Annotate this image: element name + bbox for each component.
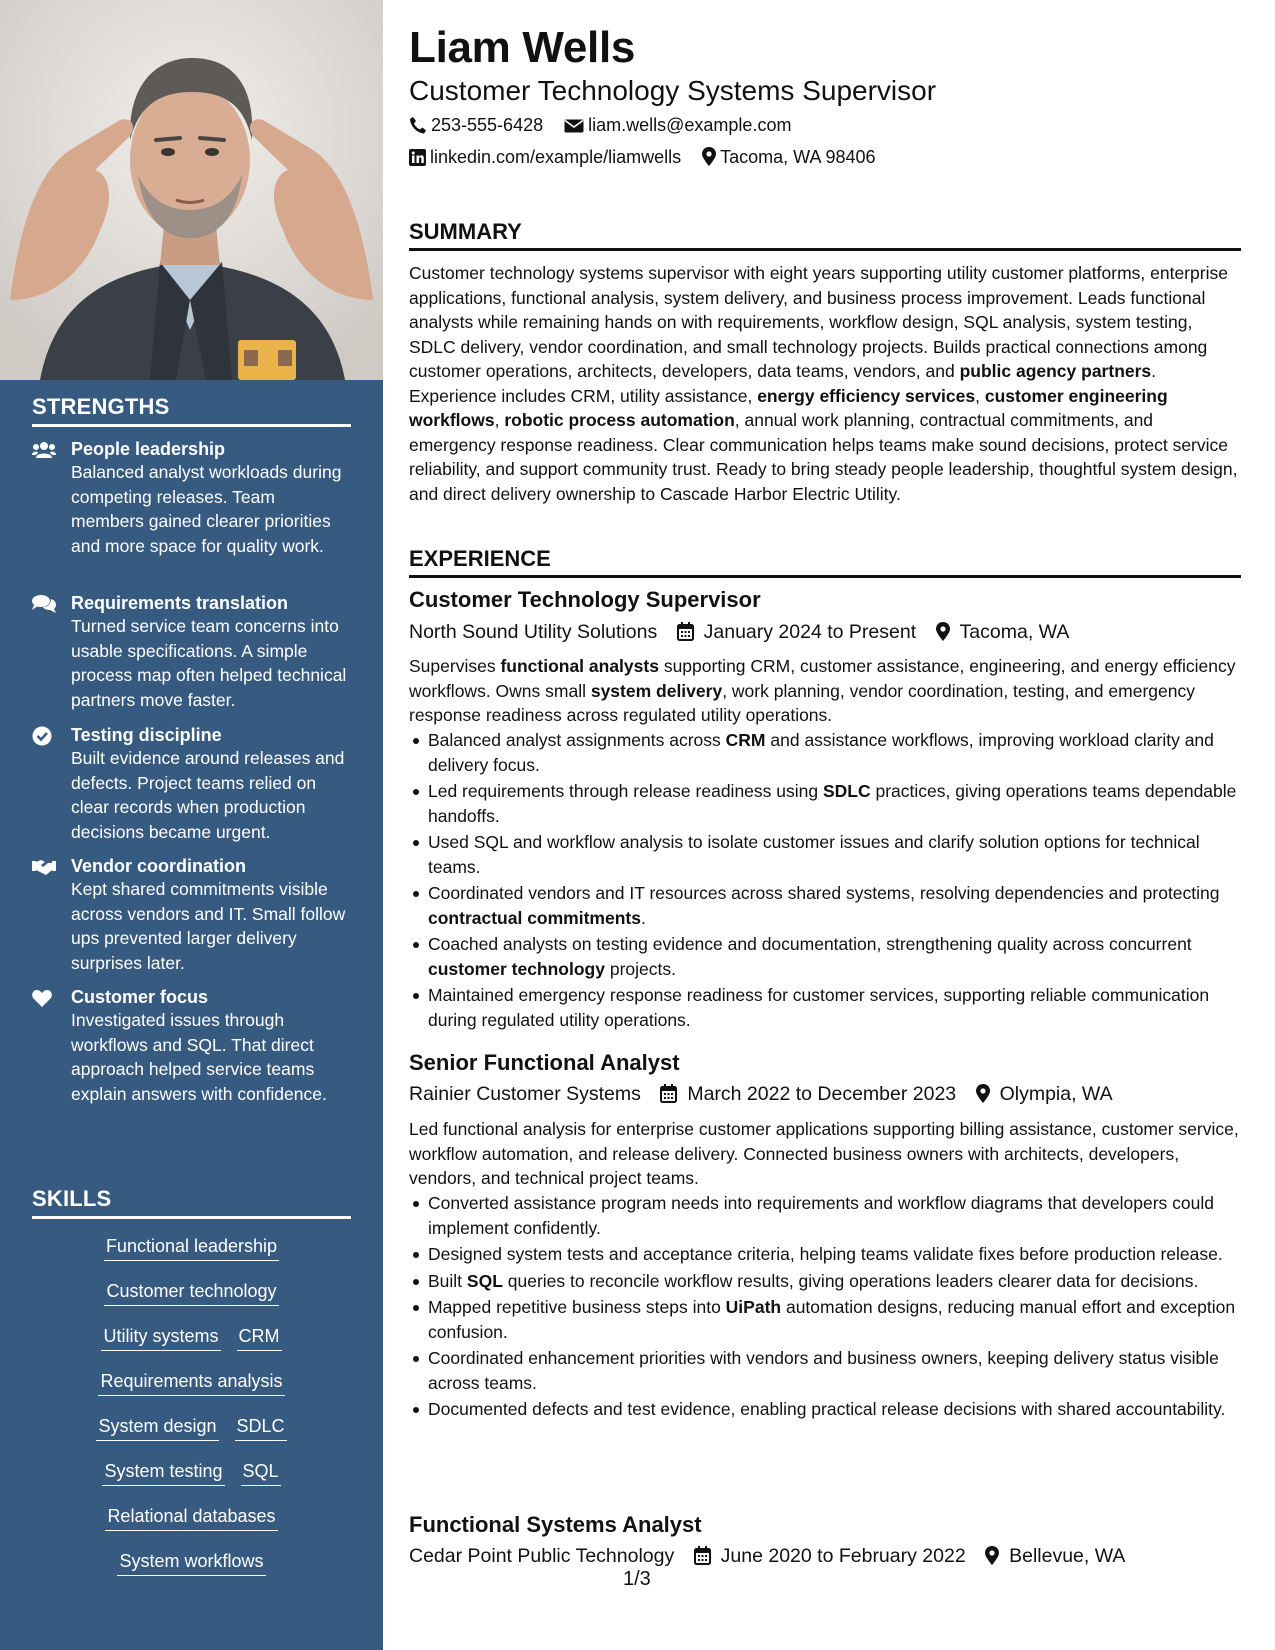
text-run: ,	[975, 385, 985, 406]
text-run: Documented defects and test evidence, enabling practical release decisions with shared accountability.	[428, 1399, 1226, 1419]
skill-tag: SDLC	[235, 1414, 287, 1441]
experience-heading: EXPERIENCE	[409, 546, 1241, 578]
skill-tag: System workflows	[117, 1549, 265, 1576]
skills-heading: SKILLS	[32, 1186, 351, 1219]
text-run: Led functional analysis for enterprise customer applications supporting billing assistance, customer service, workflow automation, and release delivery. Connected business owners with architects, developers, vendors, and technical project teams.	[409, 1119, 1239, 1188]
strength-title: People leadership	[71, 439, 226, 459]
job-intro	[409, 654, 1241, 728]
skill-tag: SQL	[241, 1459, 281, 1486]
skill-tag: Utility systems	[101, 1324, 220, 1351]
text-run: , work planning, vendor coordination, testing, and emergency response readiness across regulated utility operations.	[409, 680, 1195, 725]
skill-row	[32, 1549, 351, 1576]
text-run: Coordinated enhancement priorities with vendors and business owners, keeping delivery status visible across teams.	[428, 1348, 1219, 1393]
sidebar	[0, 0, 383, 1650]
summary-text	[409, 261, 1241, 506]
bullet-item	[428, 728, 1248, 777]
text-run: Coached analysts on testing evidence and documentation, strengthening quality across concurrent	[428, 934, 1192, 954]
text-run: .	[640, 907, 646, 928]
calendar-icon	[660, 1084, 677, 1103]
linkedin-link[interactable]: linkedin.com/example/liamwells	[430, 147, 682, 167]
text-run: Designed system tests and acceptance criteria, helping teams validate fixes before production release.	[428, 1244, 1223, 1264]
bullet-item	[428, 881, 1248, 930]
text-run: ,	[494, 410, 505, 430]
strength-desc: Turned service team concerns into usable specifications. A simple process map often helped technical partners move faster.	[71, 616, 347, 710]
strength-item	[32, 438, 352, 558]
text-run: Used SQL and workflow analysis to isolate customer issues and clarify solution options for technical teams.	[428, 832, 1200, 877]
job-location: Olympia, WA	[999, 1083, 1113, 1105]
skill-row	[32, 1279, 351, 1306]
job-dates: January 2024 to Present	[703, 621, 917, 643]
bold-text: system delivery	[590, 680, 723, 701]
text-run: , annual work planning, contractual commitments, and emergency response readiness. Clear communication helps teams make sound decisions, protect service reliability, and support community trust. Ready to bring steady people leadership, thoughtful system design, and direct delivery ownership to Cascade Harbor Electric Utility.	[409, 410, 1238, 504]
skill-tag: Customer technology	[104, 1279, 278, 1306]
bullet-item	[428, 932, 1248, 981]
bold-text: UiPath	[725, 1297, 782, 1317]
bold-text: CRM	[725, 730, 766, 750]
bullet-item	[428, 1242, 1248, 1267]
bullet-item	[428, 1295, 1248, 1344]
map-marker-icon	[985, 1546, 999, 1565]
job-title: Senior Functional Analyst	[409, 1050, 680, 1075]
skill-tag: Functional leadership	[104, 1234, 279, 1261]
strength-item	[32, 592, 352, 712]
strength-item	[32, 855, 352, 975]
text-run: Built	[428, 1270, 467, 1291]
bold-text: public agency partners	[959, 361, 1152, 381]
bullet-item	[428, 1346, 1248, 1395]
candidate-title: Customer Technology Systems Supervisor	[409, 75, 937, 106]
comments-icon	[32, 594, 56, 614]
text-run: automation designs, reducing manual effort and exception confusion.	[428, 1297, 1236, 1342]
skill-row	[32, 1324, 351, 1351]
text-run: Customer technology systems supervisor with eight years supporting utility customer platforms, enterprise applications, functional analysis, system delivery, and business process improvement. Leads functional analysts while remaining hands on with requirements, workflow design, SQL analysis, system testing, SDLC delivery, vendor coordination, and small technology projects. Builds practical connections among customer operations, architects, developers, data teams, vendors, and	[409, 263, 1228, 381]
bold-text: SQL	[466, 1270, 503, 1291]
envelope-icon	[564, 118, 584, 134]
text-run: projects.	[604, 958, 676, 979]
skill-tag: System design	[96, 1414, 218, 1441]
phone-number[interactable]: 253-555-6428	[431, 115, 544, 135]
bullet-item	[428, 830, 1248, 879]
text-run: Converted assistance program needs into requirements and workflow diagrams that developers could implement confidently.	[428, 1193, 1214, 1238]
strength-title: Requirements translation	[71, 593, 289, 613]
text-run: Coordinated vendors and IT resources across shared systems, resolving dependencies and protecting	[428, 883, 1220, 903]
text-run: Led requirements through release readiness using	[428, 781, 823, 801]
bullet-item	[428, 1191, 1248, 1240]
strength-title: Vendor coordination	[71, 856, 247, 876]
job-meta	[409, 619, 1069, 645]
text-run: practices, giving operations teams dependable handoffs.	[428, 781, 1237, 826]
skill-tag: Relational databases	[105, 1504, 277, 1531]
job-title: Customer Technology Supervisor	[409, 587, 761, 612]
bold-text: customer engineering workflows	[409, 385, 1168, 430]
handshake-icon	[32, 857, 56, 877]
users-icon	[32, 440, 56, 460]
job-intro	[409, 1117, 1241, 1191]
strength-title: Testing discipline	[71, 725, 222, 745]
text-run: Balanced analyst assignments across	[428, 730, 726, 750]
bold-text: functional analysts	[500, 656, 659, 676]
bullet-item	[428, 779, 1248, 828]
contact-line-1	[409, 113, 791, 137]
skill-row	[32, 1414, 351, 1441]
job-bullets	[409, 728, 1248, 1034]
job-meta	[409, 1081, 1113, 1107]
bullet-item	[428, 983, 1248, 1032]
strength-desc: Built evidence around releases and defects. Project teams relied on clear records when production decisions became urgent.	[71, 748, 345, 842]
text-run: Maintained emergency response readiness for customer services, supporting reliable communication during regulated utility operations.	[428, 985, 1210, 1030]
job-location: Bellevue, WA	[1009, 1545, 1126, 1567]
bold-text: customer technology	[428, 958, 605, 979]
skill-row	[32, 1234, 351, 1261]
text-run: Mapped repetitive business steps into	[428, 1297, 726, 1317]
location-text: Tacoma, WA 98406	[720, 147, 876, 167]
bold-text: robotic process automation	[504, 410, 735, 430]
map-marker-icon	[936, 622, 950, 641]
skill-row	[32, 1504, 351, 1531]
skill-tag: CRM	[237, 1324, 282, 1351]
text-run: and assistance workflows, improving workload clarity and delivery focus.	[428, 730, 1214, 775]
strength-desc: Balanced analyst workloads during competing releases. Team members gained clearer priorities and more space for quality work.	[71, 462, 342, 556]
linkedin-icon	[409, 149, 426, 166]
portrait-illustration	[0, 0, 383, 380]
text-run: Supervises	[409, 656, 501, 676]
strength-desc: Investigated issues through workflows and SQL. That direct approach helped service teams explain answers with confidence.	[71, 1010, 327, 1104]
skill-row	[32, 1369, 351, 1396]
job-company: North Sound Utility Solutions	[409, 621, 658, 643]
bold-text: contractual commitments	[428, 907, 641, 928]
bold-text: energy efficiency services	[757, 385, 976, 406]
skill-row	[32, 1459, 351, 1486]
strength-item	[32, 986, 352, 1106]
bullet-item	[428, 1397, 1248, 1422]
strength-item	[32, 724, 352, 844]
job-meta	[409, 1543, 1125, 1569]
job-location: Tacoma, WA	[959, 621, 1070, 643]
text-run: supporting CRM, customer assistance, engineering, and energy efficiency workflows. Owns small	[409, 656, 1236, 701]
heart-icon	[32, 988, 56, 1008]
strength-title: Customer focus	[71, 987, 209, 1007]
map-marker-icon	[702, 147, 716, 166]
job-dates: March 2022 to December 2023	[687, 1083, 957, 1105]
strengths-heading: STRENGTHS	[32, 394, 351, 427]
email-link[interactable]: liam.wells@example.com	[588, 115, 792, 135]
job-title: Functional Systems Analyst	[409, 1512, 702, 1537]
job-company: Cedar Point Public Technology	[409, 1545, 675, 1567]
profile-photo	[0, 0, 383, 380]
page-number: 1/3	[623, 1568, 651, 1590]
candidate-name: Liam Wells	[409, 23, 636, 72]
calendar-icon	[694, 1546, 711, 1565]
bold-text: SDLC	[822, 781, 871, 801]
contact-line-2	[409, 145, 876, 169]
text-run: queries to reconcile workflow results, giving operations leaders clearer data for decisions.	[502, 1270, 1199, 1291]
job-dates: June 2020 to February 2022	[720, 1545, 966, 1567]
job-bullets	[409, 1191, 1248, 1424]
skill-tag: System testing	[102, 1459, 224, 1486]
check-circle-icon	[32, 726, 56, 746]
summary-heading: SUMMARY	[409, 219, 1241, 251]
strength-desc: Kept shared commitments visible across vendors and IT. Small follow ups prevented larger delivery surprises later.	[71, 879, 346, 973]
job-company: Rainier Customer Systems	[409, 1083, 641, 1105]
phone-icon	[409, 116, 427, 134]
calendar-icon	[677, 622, 694, 641]
bullet-item	[428, 1269, 1248, 1294]
map-marker-icon	[976, 1084, 990, 1103]
skill-tag: Requirements analysis	[98, 1369, 284, 1396]
text-run: . Experience includes CRM, utility assistance,	[409, 361, 1157, 406]
